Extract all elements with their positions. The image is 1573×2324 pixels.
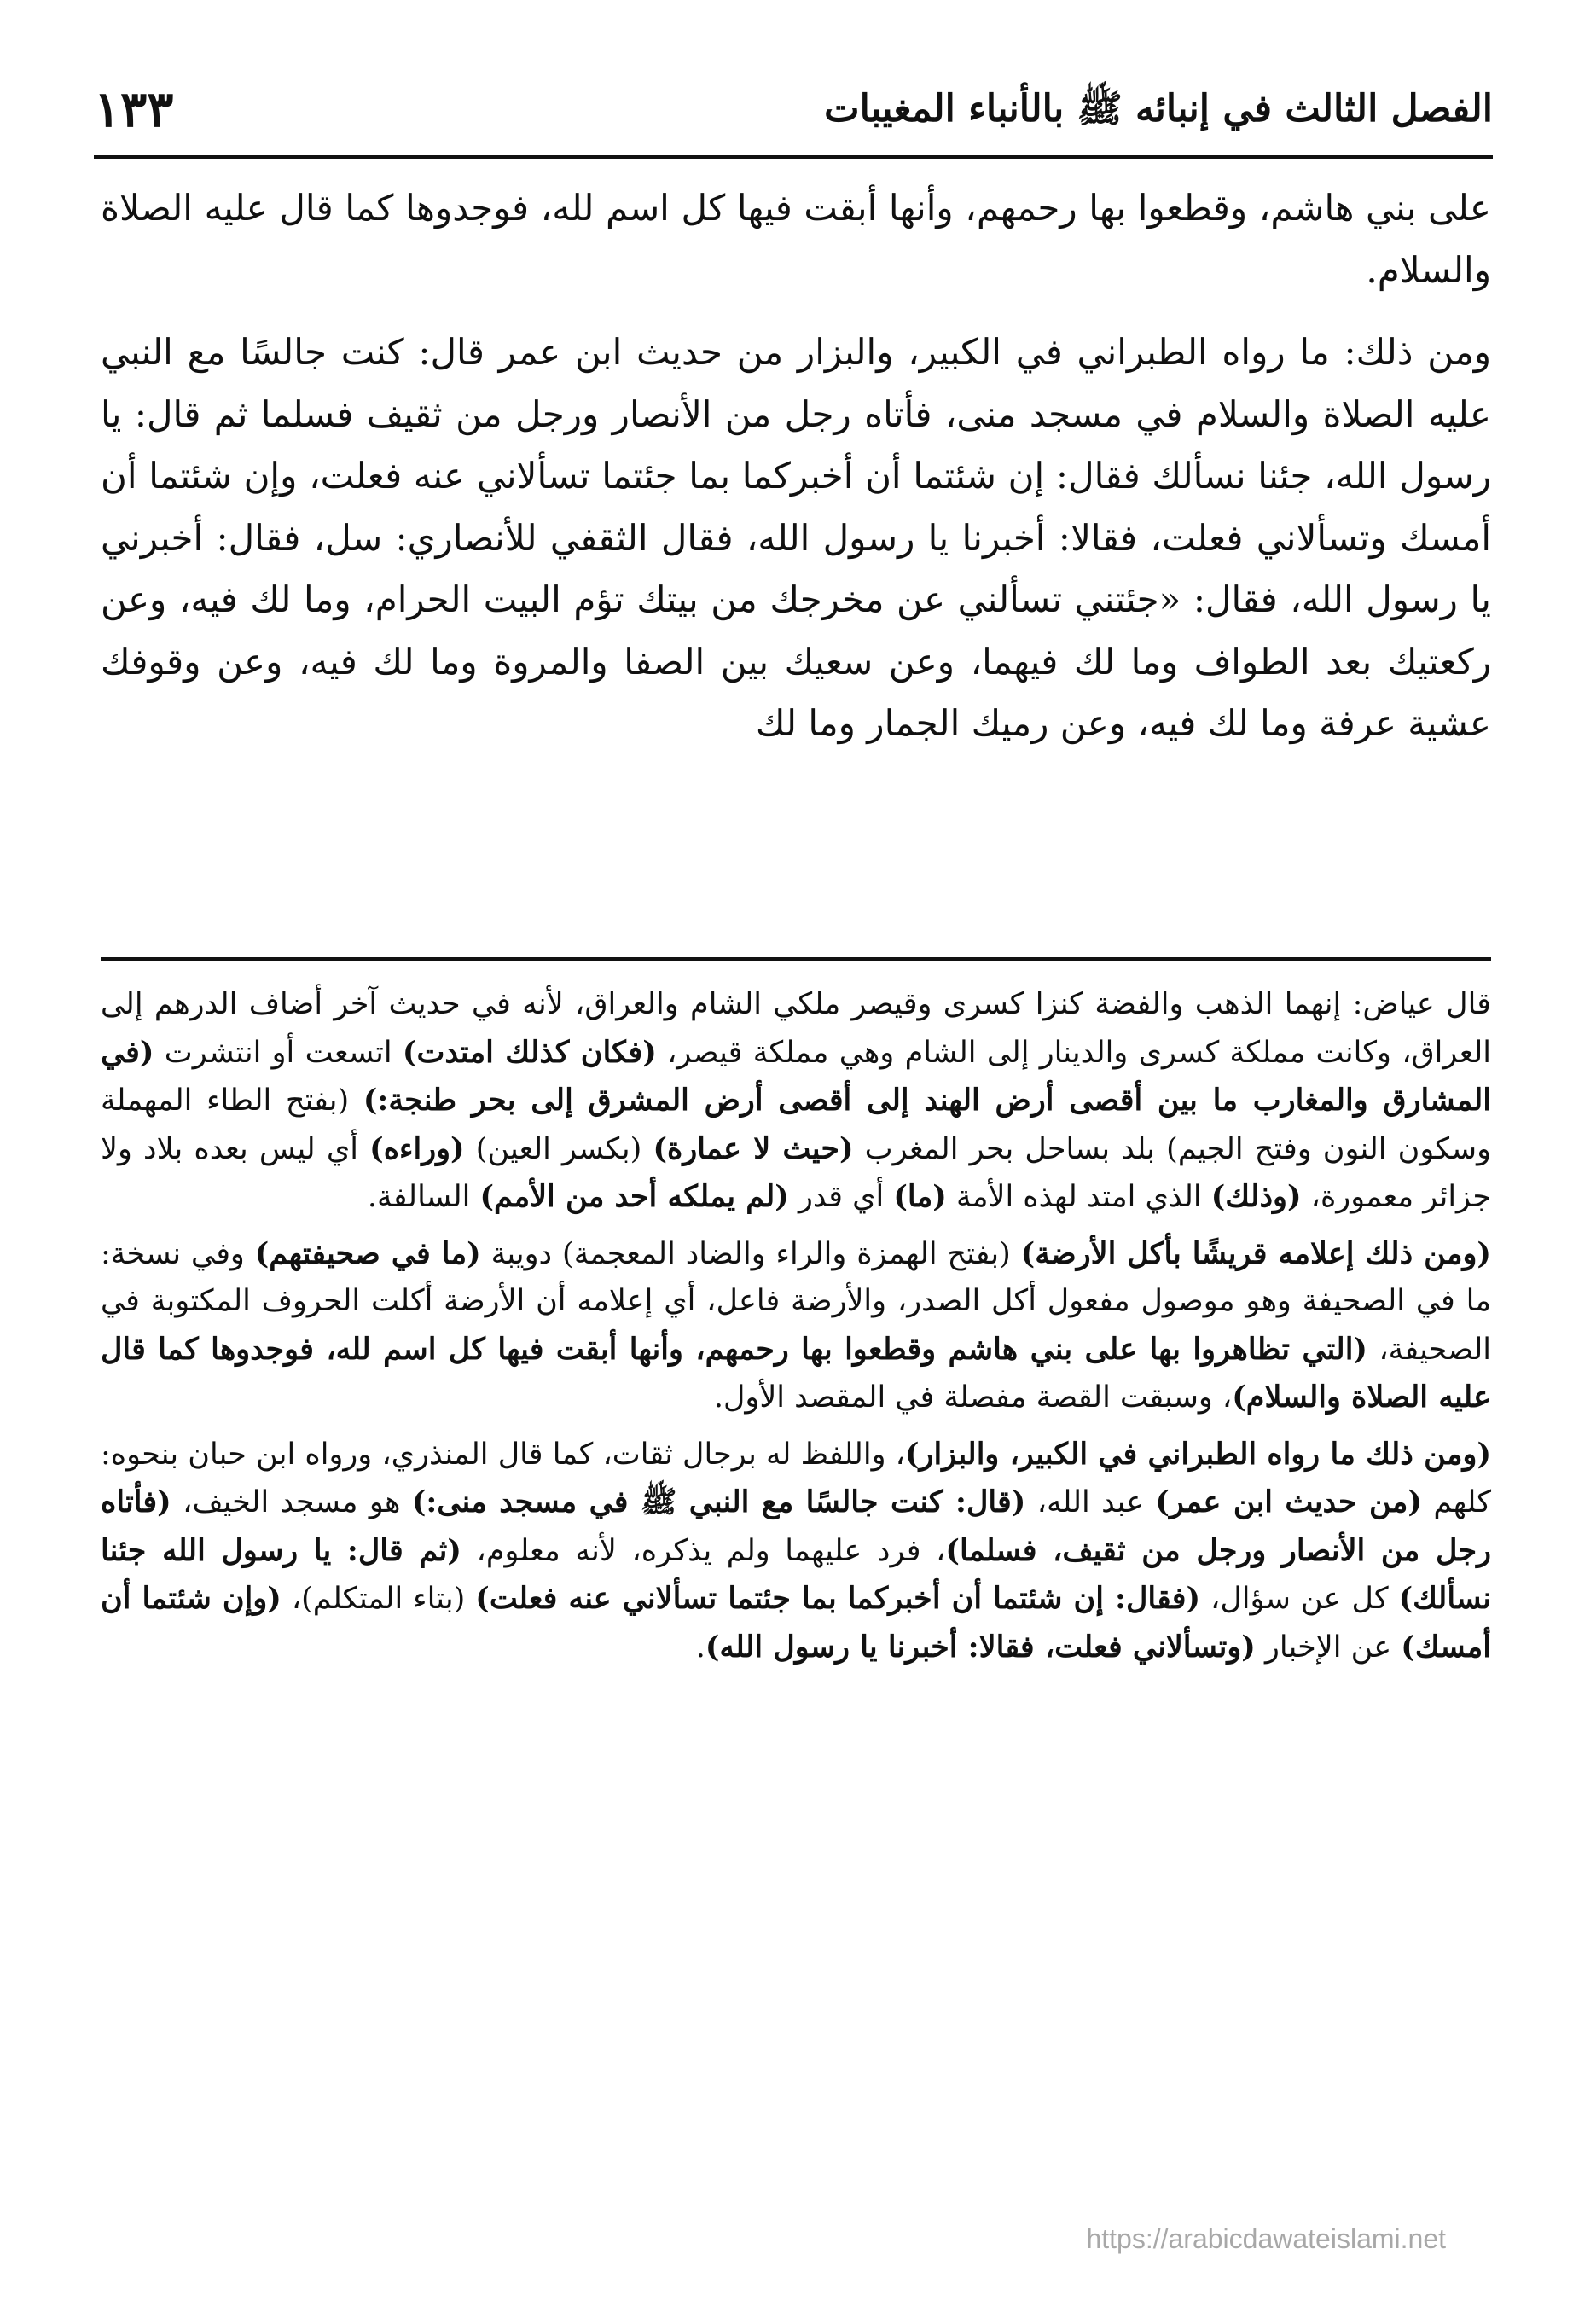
quoted-text-span: (فقال: إن شئتما أن أخبركما بما جئتما تسألاني عنه فعلت) bbox=[475, 1581, 1201, 1616]
commentary-text-span: هو مسجد الخيف، bbox=[171, 1485, 412, 1519]
commentary-text-span: وفي نسخة: ما في الصحيفة وهو موصول مفعول أكل الصدر، والأرضة فاعل، أي إعلامه أن الأرضة أكلت الحروف المكتوبة في الصحيفة، bbox=[101, 1236, 1491, 1367]
commentary-text-span: قال عياض: إنهما الذهب والفضة كنزا كسرى وقيصر ملكي الشام والعراق، لأنه في حديث آخر أضاف الدرهم إلى العراق، وكانت مملكة كسرى والدينار إلى الشام وهي مملكة قيصر، bbox=[101, 987, 1491, 1070]
commentary-text-span: الذي امتد لهذه الأمة bbox=[946, 1180, 1211, 1214]
quoted-text-span: (ما في صحيفتهم) bbox=[254, 1235, 481, 1271]
commentary-paragraph-3 bbox=[101, 1431, 1491, 1672]
commentary-text-span: (بتاء المتكلم)، bbox=[281, 1582, 476, 1616]
website-watermark: https://arabicdawateislami.net bbox=[1086, 2223, 1446, 2254]
quoted-text-span: (ما) bbox=[893, 1179, 947, 1214]
commentary-text-span: أي قدر bbox=[788, 1180, 894, 1214]
page-number: ١٣٣ bbox=[94, 80, 174, 138]
header-divider bbox=[94, 155, 1493, 159]
page-header bbox=[94, 78, 1493, 147]
quoted-text-span: (قال: كنت جالسًا مع النبي ﷺ في مسجد منى:) bbox=[411, 1484, 1026, 1519]
quoted-text-span: (ومن ذلك إعلامه قريشًا بأكل الأرضة) bbox=[1020, 1235, 1491, 1271]
chapter-title: الفصل الثالث في إنبائه ﷺ بالأنباء المغيبات bbox=[824, 87, 1493, 131]
commentary-text bbox=[101, 981, 1491, 1671]
commentary-text-span: كل عن سؤال، bbox=[1200, 1582, 1399, 1616]
quoted-text-span: (ثم قال: يا رسول الله جئنا نسألك) bbox=[101, 1532, 1491, 1616]
commentary-text-span: السالفة. bbox=[367, 1180, 480, 1214]
quoted-text-span: (وراءه) bbox=[369, 1130, 465, 1166]
commentary-text-span: (بفتح الهمزة والراء والضاد المعجمة) دويبة bbox=[480, 1236, 1021, 1271]
main-text bbox=[101, 177, 1491, 755]
commentary-text-span: ، فرد عليهما ولم يذكره، لأنه معلوم، bbox=[461, 1533, 946, 1568]
commentary-text-span: أي ليس بعده بلاد ولا جزائر معمورة، bbox=[101, 1131, 1491, 1214]
quoted-text-span: (التي تظاهروا بها على بني هاشم وقطعوا بها رحمهم، وأنها أبقت فيها كل اسم لله، فوجدوها كما قال عليه الصلاة والسلام) bbox=[101, 1331, 1491, 1415]
quoted-text-span: (وذلك) bbox=[1210, 1179, 1302, 1214]
quoted-text-span: (فكان كذلك امتدت) bbox=[402, 1034, 657, 1070]
commentary-text-span: عبد الله، bbox=[1025, 1485, 1156, 1519]
commentary-text-span: (بكسر العين) bbox=[464, 1131, 653, 1166]
commentary-text-span: عن الإخبار bbox=[1255, 1630, 1402, 1665]
commentary-text-span: ، وسبقت القصة مفصلة في المقصد الأول. bbox=[713, 1380, 1233, 1415]
commentary-text-span: . bbox=[695, 1630, 705, 1665]
quoted-text-span: (وتسألاني فعلت، فقالا: أخبرنا يا رسول الله) bbox=[705, 1629, 1256, 1665]
quoted-text-span: (من حديث ابن عمر) bbox=[1155, 1484, 1422, 1519]
commentary-divider bbox=[101, 957, 1491, 961]
main-paragraph-2: ومن ذلك: ما رواه الطبراني في الكبير، والبزار من حديث ابن عمر قال: كنت جالسًا مع النبي عليه الصلاة والسلام في مسجد منى، فأتاه رجل من الأنصار ورجل من ثقيف فسلما ثم قال: يا رسول الله، جئنا نسألك فقال: إن شئتما أن أخبركما بما جئتما تسألاني عنه فعلت، وإن شئتما أن أمسك وتسألاني فعلت، فقالا: أخبرنا يا رسول الله، فقال الثقفي للأنصاري: سل، فقال: أخبرني يا رسول الله، فقال: «جئتني تسألني عن مخرجك من بيتك تؤم البيت الحرام، وما لك فيه، وعن ركعتيك بعد الطواف وما لك فيهما، وعن سعيك بين الصفا والمروة وما لك فيه، وعن وقوفك عشية عرفة وما لك فيه، وعن رميك الجمار وما لك bbox=[101, 331, 1491, 744]
quoted-text-span: (فأتاه رجل من الأنصار ورجل من ثقيف، فسلما) bbox=[101, 1484, 1492, 1568]
commentary-paragraph-2 bbox=[101, 1230, 1491, 1422]
quoted-text-span: (في المشارق والمغارب ما بين أقصى أرض الهند إلى أقصى أرض المشرق إلى بحر طنجة:) bbox=[101, 1034, 1491, 1118]
main-paragraph-1: على بني هاشم، وقطعوا بها رحمهم، وأنها أبقت فيها كل اسم لله، فوجدوها كما قال عليه الصلاة والسلام. bbox=[101, 187, 1491, 291]
quoted-text-span: (ومن ذلك ما رواه الطبراني في الكبير، والبزار) bbox=[904, 1436, 1492, 1472]
quoted-text-span: (وإن شئتما أن أمسك) bbox=[101, 1581, 1491, 1665]
quoted-text-span: (حيث لا عمارة) bbox=[653, 1130, 854, 1166]
commentary-text-span: اتسعت أو انتشرت bbox=[154, 1035, 403, 1070]
quoted-text-span: (لم يملكه أحد من الأمم) bbox=[479, 1179, 789, 1214]
commentary-text-span: (بفتح الطاء المهملة وسكون النون وفتح الجيم) بلد بساحل بحر المغرب bbox=[101, 1084, 1491, 1166]
commentary-paragraph-1 bbox=[101, 981, 1491, 1222]
commentary-text-span: ، واللفظ له برجال ثقات، كما قال المنذري، ورواه ابن حبان بنحوه: كلهم bbox=[101, 1437, 1491, 1519]
